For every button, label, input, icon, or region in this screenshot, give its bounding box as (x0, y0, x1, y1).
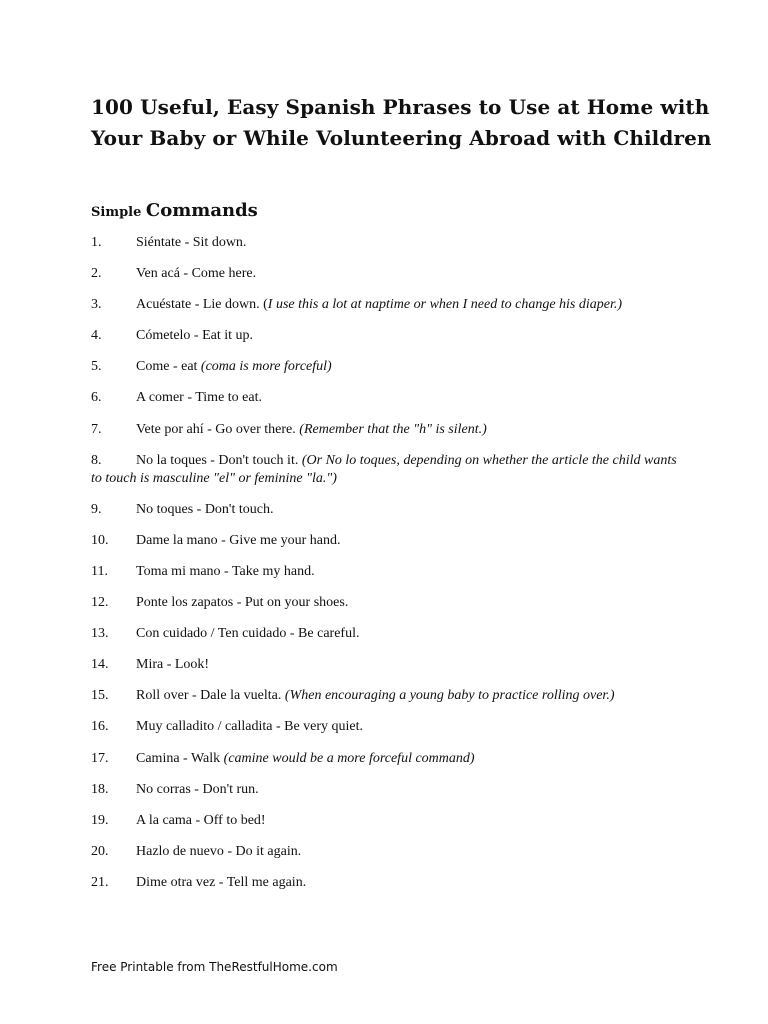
phrase-number: 5. (91, 359, 102, 374)
phrase-item (91, 874, 691, 892)
phrase-note: I use this a lot at naptime or when I need to change his diaper.) (267, 297, 623, 312)
phrase-note: (Remember that the "h" is silent.) (299, 422, 487, 437)
phrase-text: Come - eat (136, 359, 201, 374)
phrase-number: 21. (91, 875, 109, 890)
phrase-note: (Or No lo toques, depending on whether the article the child wants to touch is masculine "el" or feminine "la.") (91, 453, 677, 486)
phrase-text: No la toques - Don't touch it. (136, 453, 302, 468)
phrase-number: 17. (91, 751, 109, 766)
phrase-note: (camine would be a more forceful command) (223, 751, 475, 766)
phrase-note: (When encouraging a young baby to practice rolling over.) (284, 688, 615, 703)
phrase-text: Camina - Walk (136, 751, 224, 766)
phrase-text: No toques - Don't touch. (136, 502, 274, 517)
phrase-text: Toma mi mano - Take my hand. (136, 564, 315, 579)
phrase-item (91, 750, 691, 768)
phrase-text: Acuéstate - Lie down. ( (136, 297, 268, 312)
phrase-text: Ven acá - Come here. (136, 266, 257, 281)
phrase-number: 9. (91, 502, 102, 517)
phrase-text: Mira - Look! (136, 657, 210, 672)
phrase-text: Vete por ahí - Go over there. (136, 422, 300, 437)
phrase-note: (coma is more forceful) (200, 359, 332, 374)
phrase-item (91, 358, 691, 376)
phrase-text: Siéntate - Sit down. (136, 235, 247, 250)
phrase-number: 16. (91, 719, 109, 734)
phrase-item (91, 265, 691, 283)
phrase-item (91, 421, 691, 439)
section-heading (91, 196, 258, 223)
phrase-item (91, 812, 691, 830)
phrase-number: 2. (91, 266, 102, 281)
footer-credit: Free Printable from TheRestfulHome.com (91, 960, 338, 974)
phrase-number: 19. (91, 813, 109, 828)
phrase-number: 1. (91, 235, 102, 250)
phrase-item (91, 327, 691, 345)
phrase-number: 15. (91, 688, 109, 703)
phrase-text: Hazlo de nuevo - Do it again. (136, 844, 302, 859)
phrase-number: 18. (91, 782, 109, 797)
phrase-item (91, 452, 691, 488)
phrase-item (91, 532, 691, 550)
phrase-number: 14. (91, 657, 109, 672)
phrase-item (91, 625, 691, 643)
phrase-text: A la cama - Off to bed! (136, 813, 266, 828)
phrase-text: Roll over - Dale la vuelta. (136, 688, 285, 703)
phrase-item (91, 781, 691, 799)
phrase-text: Con cuidado / Ten cuidado - Be careful. (136, 626, 360, 641)
phrase-number: 7. (91, 422, 102, 437)
phrase-text: No corras - Don't run. (136, 782, 259, 797)
phrase-item (91, 501, 691, 519)
phrase-text: Cómetelo - Eat it up. (136, 328, 254, 343)
phrase-item (91, 687, 691, 705)
phrase-number: 20. (91, 844, 109, 859)
phrase-number: 3. (91, 297, 102, 312)
phrase-number: 13. (91, 626, 109, 641)
phrase-item (91, 563, 691, 581)
section-heading-main: Commands (145, 200, 258, 221)
phrase-item (91, 718, 691, 736)
phrase-text: Dime otra vez - Tell me again. (136, 875, 307, 890)
phrase-number: 10. (91, 533, 109, 548)
phrase-number: 11. (91, 564, 108, 579)
phrase-text: Dame la mano - Give me your hand. (136, 533, 341, 548)
phrase-item (91, 843, 691, 861)
phrase-text: Muy calladito / calladita - Be very quiet. (136, 719, 364, 734)
phrase-number: 12. (91, 595, 109, 610)
phrase-number: 8. (91, 453, 102, 468)
phrase-item (91, 594, 691, 612)
phrase-number: 6. (91, 390, 102, 405)
phrase-number: 4. (91, 328, 102, 343)
phrase-item (91, 389, 691, 407)
phrase-text: Ponte los zapatos - Put on your shoes. (136, 595, 349, 610)
section-heading-prefix: Simple (91, 205, 146, 220)
document-title: 100 Useful, Easy Spanish Phrases to Use at Home with Your Baby or While Volunteering Abroad with Children (91, 95, 712, 150)
phrase-text: A comer - Time to eat. (136, 390, 262, 405)
phrase-item (91, 296, 691, 314)
phrase-item (91, 234, 691, 252)
phrase-item (91, 656, 691, 674)
